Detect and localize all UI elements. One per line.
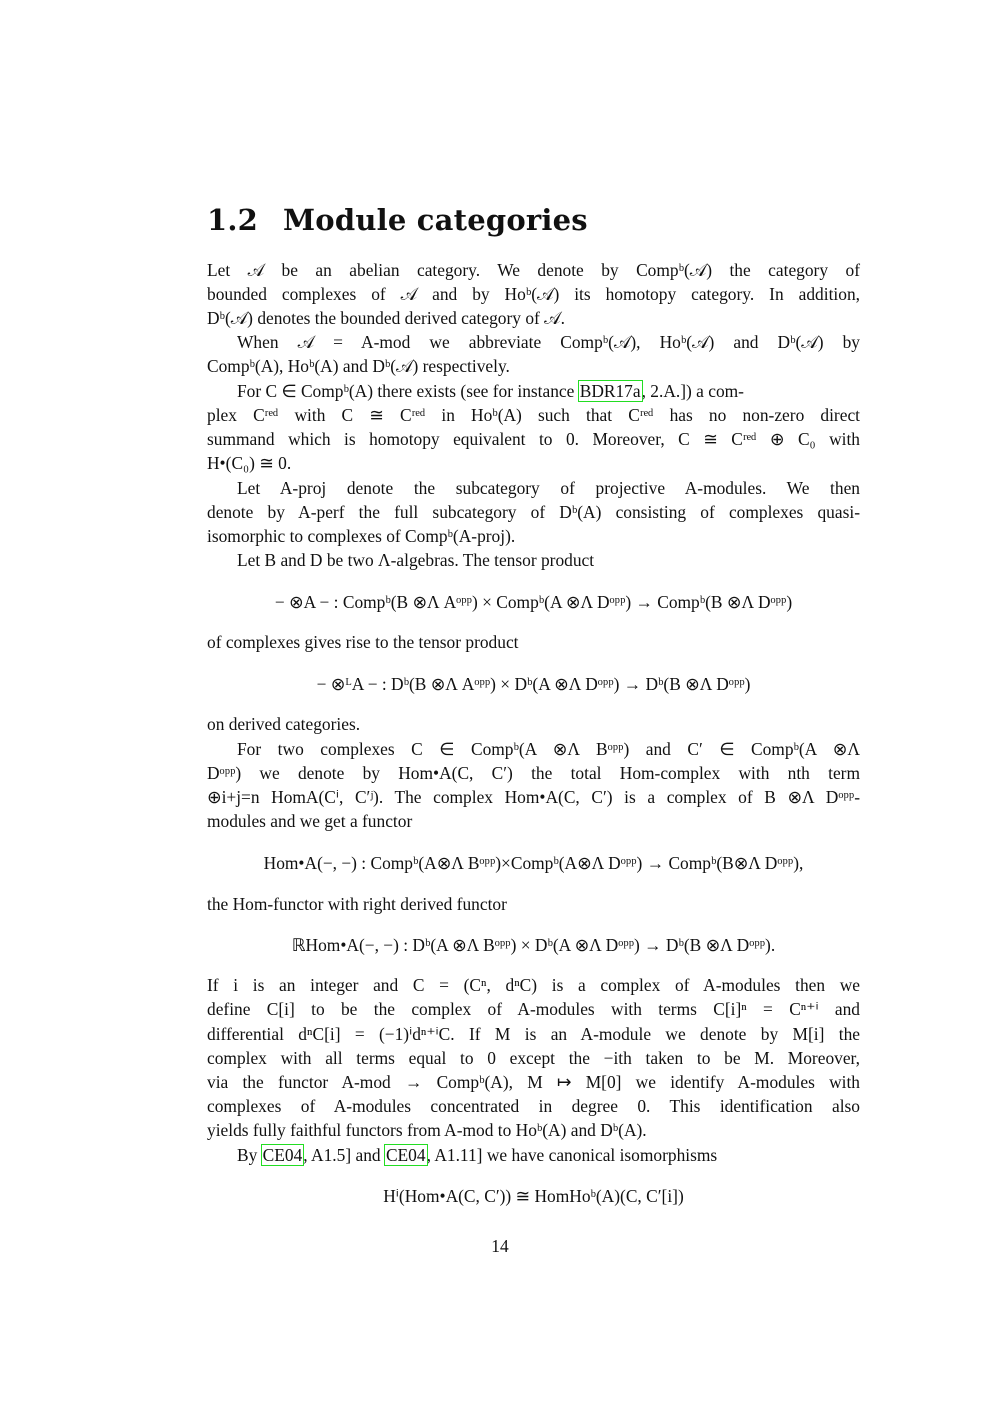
equation: Hⁱ(Hom•A(C, C′)) ≅ HomHoᵇ(A)(C, C′[i]) (383, 1186, 684, 1206)
text-line: modules and we get a functor (207, 811, 413, 831)
text-line: denote by A-perf the full subcategory of Dᵇ(A) consisting of complexes quasi- (207, 502, 860, 522)
text-line: of complexes gives rise to the tensor product (207, 632, 519, 652)
text-line: via the functor A-mod → Compᵇ(A), M ↦ M[0] we identify A-modules with (207, 1072, 860, 1092)
text-line: Let B and D be two Λ-algebras. The tensor product (237, 550, 595, 570)
citation-link[interactable]: CE04 (385, 1145, 426, 1165)
text-segment: , A1.5] (303, 1145, 352, 1165)
text-line: bounded complexes of 𝒜 and by Hoᵇ(𝒜) its homotopy category. In addition, (207, 284, 860, 304)
text-line (237, 1143, 860, 1167)
text-line: on derived categories. (207, 714, 361, 734)
text-line: Let A-proj denote the subcategory of projective A-modules. We then (237, 478, 860, 498)
text-line: Let 𝒜 be an abelian category. We denote by Compᵇ(𝒜) the category of (207, 260, 860, 280)
text-line: yields fully faithful functors from A-mod to Hoᵇ(A) and Dᵇ(A). (207, 1120, 647, 1140)
text-line: For two complexes C ∈ Compᵇ(A ⊗Λ Bᵒᵖᵖ) and C′ ∈ Compᵇ(A ⊗Λ (237, 739, 860, 759)
section-title: Module categories (283, 203, 588, 237)
text-segment: and (355, 1145, 381, 1165)
citation-link[interactable]: BDR17a (579, 381, 641, 401)
equation: − ⊗ᴸA − : Dᵇ(B ⊗Λ Aᵒᵖᵖ) × Dᵇ(A ⊗Λ Dᵒᵖᵖ) → Dᵇ(B ⊗Λ Dᵒᵖᵖ) (316, 674, 751, 694)
text-line: the Hom-functor with right derived functor (207, 894, 507, 914)
text-line: If i is an integer and C = (Cⁿ, dⁿC) is a complex of A-modules then we (207, 975, 860, 995)
page-number: 14 (491, 1236, 509, 1256)
text-line: summand which is homotopy equivalent to 0. Moreover, C ≅ Cʳᵉᵈ ⊕ C₀ with (207, 429, 860, 449)
equation: − ⊗A − : Compᵇ(B ⊗Λ Aᵒᵖᵖ) × Compᵇ(A ⊗Λ Dᵒᵖᵖ) → Compᵇ(B ⊗Λ Dᵒᵖᵖ) (274, 592, 793, 612)
text-line: Dᵒᵖᵖ) we denote by Hom•A(C, C′) the total Hom-complex with nth term (207, 763, 860, 783)
text-segment: , 2.A.]) a com- (641, 381, 744, 401)
text-line: Compᵇ(A), Hoᵇ(A) and Dᵇ(𝒜) respectively. (207, 356, 510, 376)
text-line: Dᵇ(𝒜) denotes the bounded derived category of 𝒜. (207, 308, 565, 328)
citation-link[interactable]: CE04 (262, 1145, 303, 1165)
text-segment: we have canonical isomorphisms (486, 1145, 718, 1165)
section-number: 1.2 (207, 203, 259, 237)
text-segment: , A1.11] (426, 1145, 483, 1165)
text-segment: By (237, 1145, 258, 1165)
text-segment: For C ∈ Compᵇ(A) there exists (see for instance (237, 381, 575, 401)
equation: ℝHom•A(−, −) : Dᵇ(A ⊗Λ Bᵒᵖᵖ) × Dᵇ(A ⊗Λ Dᵒᵖᵖ) → Dᵇ(B ⊗Λ Dᵒᵖᵖ). (291, 935, 776, 955)
text-line: complexes of A-modules concentrated in degree 0. This identification also (207, 1096, 860, 1116)
text-line: isomorphic to complexes of Compᵇ(A-proj). (207, 526, 516, 546)
text-line: define C[i] to be the complex of A-modules with terms C[i]ⁿ = Cⁿ⁺ⁱ and (207, 999, 860, 1019)
text-line: H•(C₀) ≅ 0. (207, 453, 292, 473)
text-line: differential dⁿC[i] = (−1)ⁱdⁿ⁺ⁱC. If M is an A-module we denote by M[i] the (207, 1024, 860, 1044)
text-line (237, 379, 860, 403)
section-heading (207, 203, 588, 237)
text-line: plex Cʳᵉᵈ with C ≅ Cʳᵉᵈ in Hoᵇ(A) such that Cʳᵉᵈ has no non-zero direct (207, 405, 860, 425)
text-line: When 𝒜 = A-mod we abbreviate Compᵇ(𝒜), Hoᵇ(𝒜) and Dᵇ(𝒜) by (237, 332, 860, 352)
text-line: complex with all terms equal to 0 except the −ith taken to be M. Moreover, (207, 1048, 860, 1068)
equation: Hom•A(−, −) : Compᵇ(A⊗Λ Bᵒᵖᵖ)×Compᵇ(A⊗Λ Dᵒᵖᵖ) → Compᵇ(B⊗Λ Dᵒᵖᵖ), (263, 853, 804, 873)
text-line: ⊕i+j=n HomA(Cⁱ, C′ʲ). The complex Hom•A(C, C′) is a complex of B ⊗Λ Dᵒᵖᵖ- (207, 787, 860, 807)
